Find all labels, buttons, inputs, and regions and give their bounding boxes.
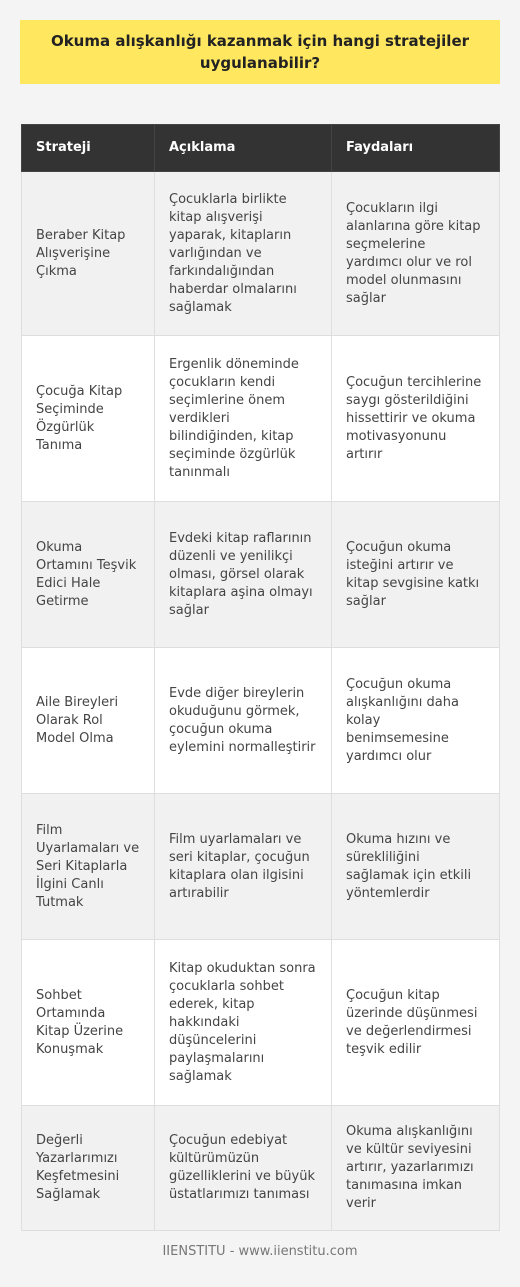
table-row — [22, 1106, 500, 1231]
benefits-cell: Çocuğun okuma isteğini artırır ve kitap sevgisine katkı sağlar — [332, 502, 500, 648]
table-row — [22, 648, 500, 794]
description-cell: Çocuğun edebiyat kültürümüzün güzelliklerini ve büyük üstatlarımızı tanıması — [155, 1106, 332, 1231]
benefits-cell: Çocuğun kitap üzerinde düşünmesi ve değerlendirmesi teşvik edilir — [332, 940, 500, 1106]
benefits-cell: Çocukların ilgi alanlarına göre kitap seçmelerine yardımcı olur ve rol model olunmasını sağlar — [332, 172, 500, 336]
column-header-description: Açıklama — [155, 125, 332, 172]
table-row — [22, 940, 500, 1106]
description-cell: Ergenlik döneminde çocukların kendi seçimlerine önem verdikleri bilindiğinden, kitap seçiminde özgürlük tanınmalı — [155, 336, 332, 502]
benefits-cell: Okuma alışkanlığını ve kültür seviyesini artırır, yazarlarımızı tanımasına imkan verir — [332, 1106, 500, 1231]
strategy-cell: Film Uyarlamaları ve Seri Kitaplarla İlgini Canlı Tutmak — [22, 794, 155, 940]
strategy-cell: Değerli Yazarlarımızı Keşfetmesini Sağlamak — [22, 1106, 155, 1231]
table-header-row — [22, 125, 500, 172]
table-row — [22, 172, 500, 336]
table-row — [22, 794, 500, 940]
column-header-benefits: Faydaları — [332, 125, 500, 172]
footer-credit: IIENSTITU - www.iienstitu.com — [162, 1244, 358, 1259]
benefits-cell: Çocuğun tercihlerine saygı gösterildiğini hissettirir ve okuma motivasyonunu artırır — [332, 336, 500, 502]
description-cell: Kitap okuduktan sonra çocuklarla sohbet ederek, kitap hakkındaki düşüncelerini paylaşmalarını sağlamak — [155, 940, 332, 1106]
description-cell: Film uyarlamaları ve seri kitaplar, çocuğun kitaplara olan ilgisini artırabilir — [155, 794, 332, 940]
description-cell: Evde diğer bireylerin okuduğunu görmek, çocuğun okuma eylemini normalleştirir — [155, 648, 332, 794]
column-header-strategy: Strateji — [22, 125, 155, 172]
description-cell: Çocuklarla birlikte kitap alışverişi yaparak, kitapların varlığından ve farkındalığından haberdar olmalarını sağlamak — [155, 172, 332, 336]
table-row — [22, 502, 500, 648]
strategy-cell: Sohbet Ortamında Kitap Üzerine Konuşmak — [22, 940, 155, 1106]
strategy-cell: Çocuğa Kitap Seçiminde Özgürlük Tanıma — [22, 336, 155, 502]
strategy-cell: Aile Bireyleri Olarak Rol Model Olma — [22, 648, 155, 794]
benefits-cell: Okuma hızını ve sürekliliğini sağlamak için etkili yöntemlerdir — [332, 794, 500, 940]
table-row — [22, 336, 500, 502]
description-cell: Evdeki kitap raflarının düzenli ve yenilikçi olması, görsel olarak kitaplara aşina olmayı sağlar — [155, 502, 332, 648]
benefits-cell: Çocuğun okuma alışkanlığını daha kolay benimsemesine yardımcı olur — [332, 648, 500, 794]
page-title: Okuma alışkanlığı kazanmak için hangi stratejiler uygulanabilir? — [50, 32, 470, 72]
strategy-cell: Beraber Kitap Alışverişine Çıkma — [22, 172, 155, 336]
title-banner — [20, 20, 500, 84]
strategy-cell: Okuma Ortamını Teşvik Edici Hale Getirme — [22, 502, 155, 648]
strategy-table — [21, 124, 500, 1231]
